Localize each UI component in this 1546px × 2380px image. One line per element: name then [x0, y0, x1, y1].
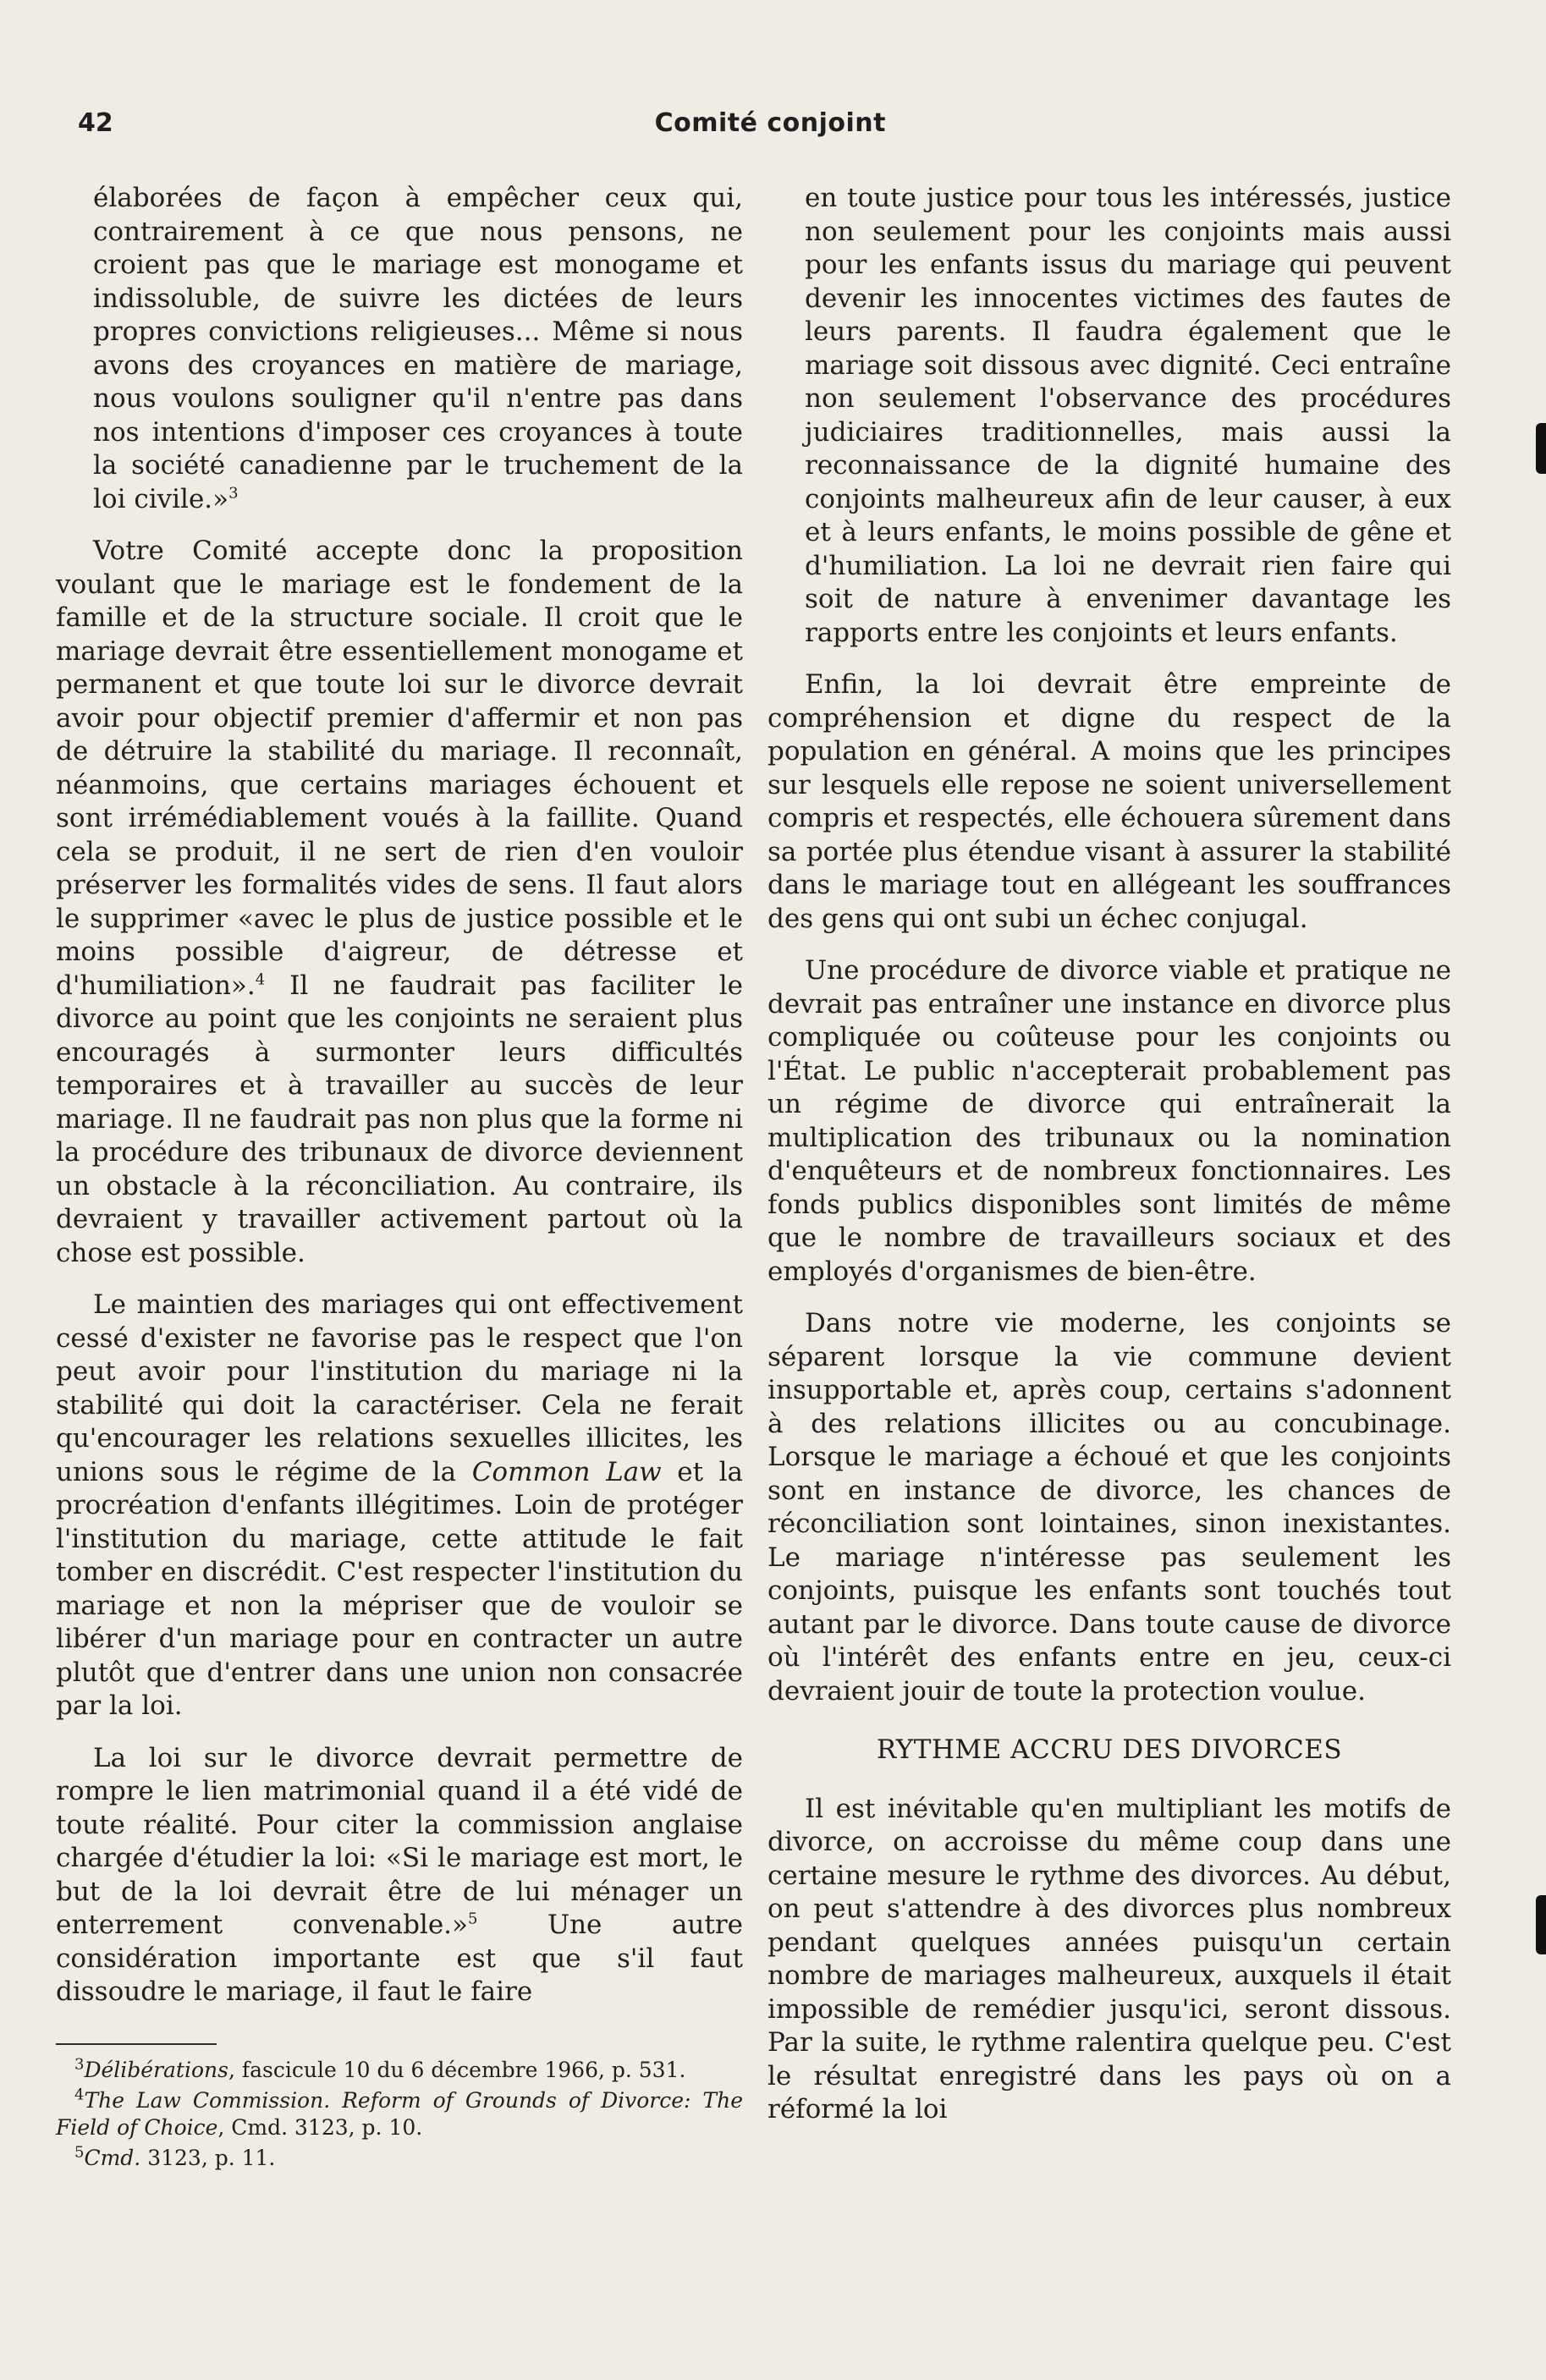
paragraph-text: et la procréation d'enfants illégitimes. Loin de protéger l'institution du mariage, cette attitude le fait tomber en discrédit. C'est respecter l'institution du mariage et non la mépriser que de vouloir se libérer d'un mariage pour en contracter un autre plutôt que d'entrer dans une union non consacrée par la loi. — [56, 1456, 743, 1721]
scan-edge-mark — [1536, 1895, 1546, 1954]
scan-edge-mark — [1536, 423, 1546, 474]
paragraph-text: élaborées de façon à empêcher ceux qui, contrairement à ce que nous pensons, ne croient pas que le mariage est monogame et indissoluble, de suivre les dictées de leurs propres convictions religieuses... Même si nous avons des croyances en matière de mariage, nous voulons souligner qu'il n'entre pas dans nos intentions d'imposer ces croyances à toute la société canadienne par le truchement de la loi civile.» — [93, 183, 743, 514]
footnote: $^3$Délibérations, fascicule 10 du 6 décembre 1966, p. 531. — [74, 2055, 686, 2082]
page-header — [56, 108, 886, 151]
page-number: 42 — [78, 108, 113, 138]
paragraph: Il est inévitable qu'en multipliant les motifs de divorce, on accroisse du même coup dans une certaine mesure le rythme des divorces. Au début, on peut s'attendre à des divorces plus nombreux pendant quelques années puisqu'un certain nombre de mariages malheureux, auxquels il était impossible de remédier jusqu'ici, seront dissous. Par la suite, le rythme ralentira quelque peu. C'est le résultat enregistré dans les pays où on a réformé la loi — [767, 1793, 1451, 2124]
paragraph-text: Il ne faudrait pas faciliter le divorce au point que les conjoints ne seraient plus encouragés à surmonter leurs difficultés temporaires et à travailler au succès de leur mariage. Il ne faudrait pas non plus que la forme ni la procédure des tribunaux de divorce deviennent un obstacle à la réconciliation. Au contraire, ils devraient y travailler activement partout où la chose est possible. — [56, 970, 743, 1268]
paragraph: Dans notre vie moderne, les conjoints se séparent lorsque la vie commune devient insupportable et, après coup, certains s'adonnent à des relations illicites ou au concubinage. Lorsque le mariage a échoué et que les conjoints sont en instance de divorce, les chances de réconciliation sont lointaines, sinon inexistantes. Le mariage n'intéresse pas seulement les conjoints, puisque les enfants sont touchés tout autant par le divorce. Dans toute cause de divorce où l'intérêt des enfants entre en jeu, ceux-ci devraient jouir de toute la protection voulue. — [767, 1308, 1451, 1707]
paragraph — [56, 182, 743, 516]
italic-term: Common Law — [471, 1456, 662, 1487]
paragraph — [56, 1289, 743, 1723]
footnote-ref: 5 — [468, 1910, 478, 1928]
left-column — [56, 182, 743, 2175]
right-column — [767, 182, 1451, 2146]
footnote-divider — [56, 2043, 217, 2045]
paragraph-text: Votre Comité accepte donc la proposition voulant que le mariage est le fondement de la famille et de la structure sociale. Il croit que le mariage devrait être essentiellement monogame et permanent et que toute loi sur le divorce devrait avoir pour objectif premier d'affermir et non pas de détruire la stabilité du mariage. Il reconnaît, néanmoins, que certains mariages échouent et sont irrémédiablement voués à la faillite. Quand cela se produit, il ne sert de rien d'en vouloir préserver les formalités vides de sens. Il faut alors le supprimer «avec le plus de justice possible et le moins possible d'aigreur, de détresse et d'humiliation». — [56, 536, 743, 1001]
footnote-ref: 3 — [228, 484, 239, 503]
paragraph-text: La loi sur le divorce devrait permettre de rompre le lien matrimonial quand il a été vidé de toute réalité. Pour citer la commission anglaise chargée d'étudier la loi: «Si le mariage est mort, le but de la loi devrait être de lui ménager un enterrement convenable.» — [56, 1742, 743, 1940]
footnote: $^4$The Law Commission. Reform of Grounds of Divorce: The Field of Choice, Cmd. 3123, p. 10. — [56, 2086, 743, 2140]
footnotes — [56, 2057, 743, 2172]
paragraph-text: Le maintien des mariages qui ont effectivement cessé d'exister ne favorise pas le respect que l'on peut avoir pour l'institution du mariage ni la stabilité qui doit la caractériser. Cela ne ferait qu'encourager les relations sexuelles illicites, les unions sous le régime de la — [56, 1289, 743, 1487]
paragraph: Une procédure de divorce viable et pratique ne devrait pas entraîner une instance en divorce plus compliquée ou coûteuse pour les conjoints ou l'État. Le public n'accepterait probablement pas un régime de divorce qui entraînerait la multiplication des tribunaux ou la nomination d'enquêteurs et de nombreux fonctionnaires. Les fonds publics disponibles sont limités de même que le nombre de travailleurs sociaux et des employés d'organismes de bien-être. — [767, 955, 1451, 1287]
paragraph: en toute justice pour tous les intéressés, justice non seulement pour les conjoints mais aussi pour les enfants issus du mariage qui peuvent devenir les innocentes victimes des fautes de leurs parents. Il faudra également que le mariage soit dissous avec dignité. Ceci entraîne non seulement l'observance des procédures judiciaires traditionnelles, mais aussi la reconnaissance de la dignité humaine des conjoints malheureux afin de leur causer, à eux et à leurs enfants, le moins possible de gêne et d'humiliation. La loi ne devrait rien faire qui soit de nature à envenimer davantage les rapports entre les conjoints et leurs enfants. — [805, 183, 1451, 648]
section-heading: RYTHME ACCRU DES DIVORCES — [876, 1734, 1343, 1765]
paragraph — [56, 1742, 743, 2009]
footnote: $^5$Cmd. 3123, p. 11. — [74, 2143, 276, 2170]
footnote-ref: 4 — [255, 970, 266, 989]
paragraph-text: Une autre considération importante est que s'il faut dissoudre le mariage, il faut le faire — [56, 1910, 743, 2007]
running-title: Comité conjoint — [654, 108, 886, 138]
paragraph: Enfin, la loi devrait être empreinte de compréhension et digne du respect de la population en général. A moins que les principes sur lesquels elle repose ne soient universellement compris et respectés, elle échouera sûrement dans sa portée plus étendue visant à assurer la stabilité dans le mariage tout en allégeant les souffrances des gens qui ont subi un échec conjugal. — [767, 669, 1451, 934]
paragraph — [56, 535, 743, 1270]
